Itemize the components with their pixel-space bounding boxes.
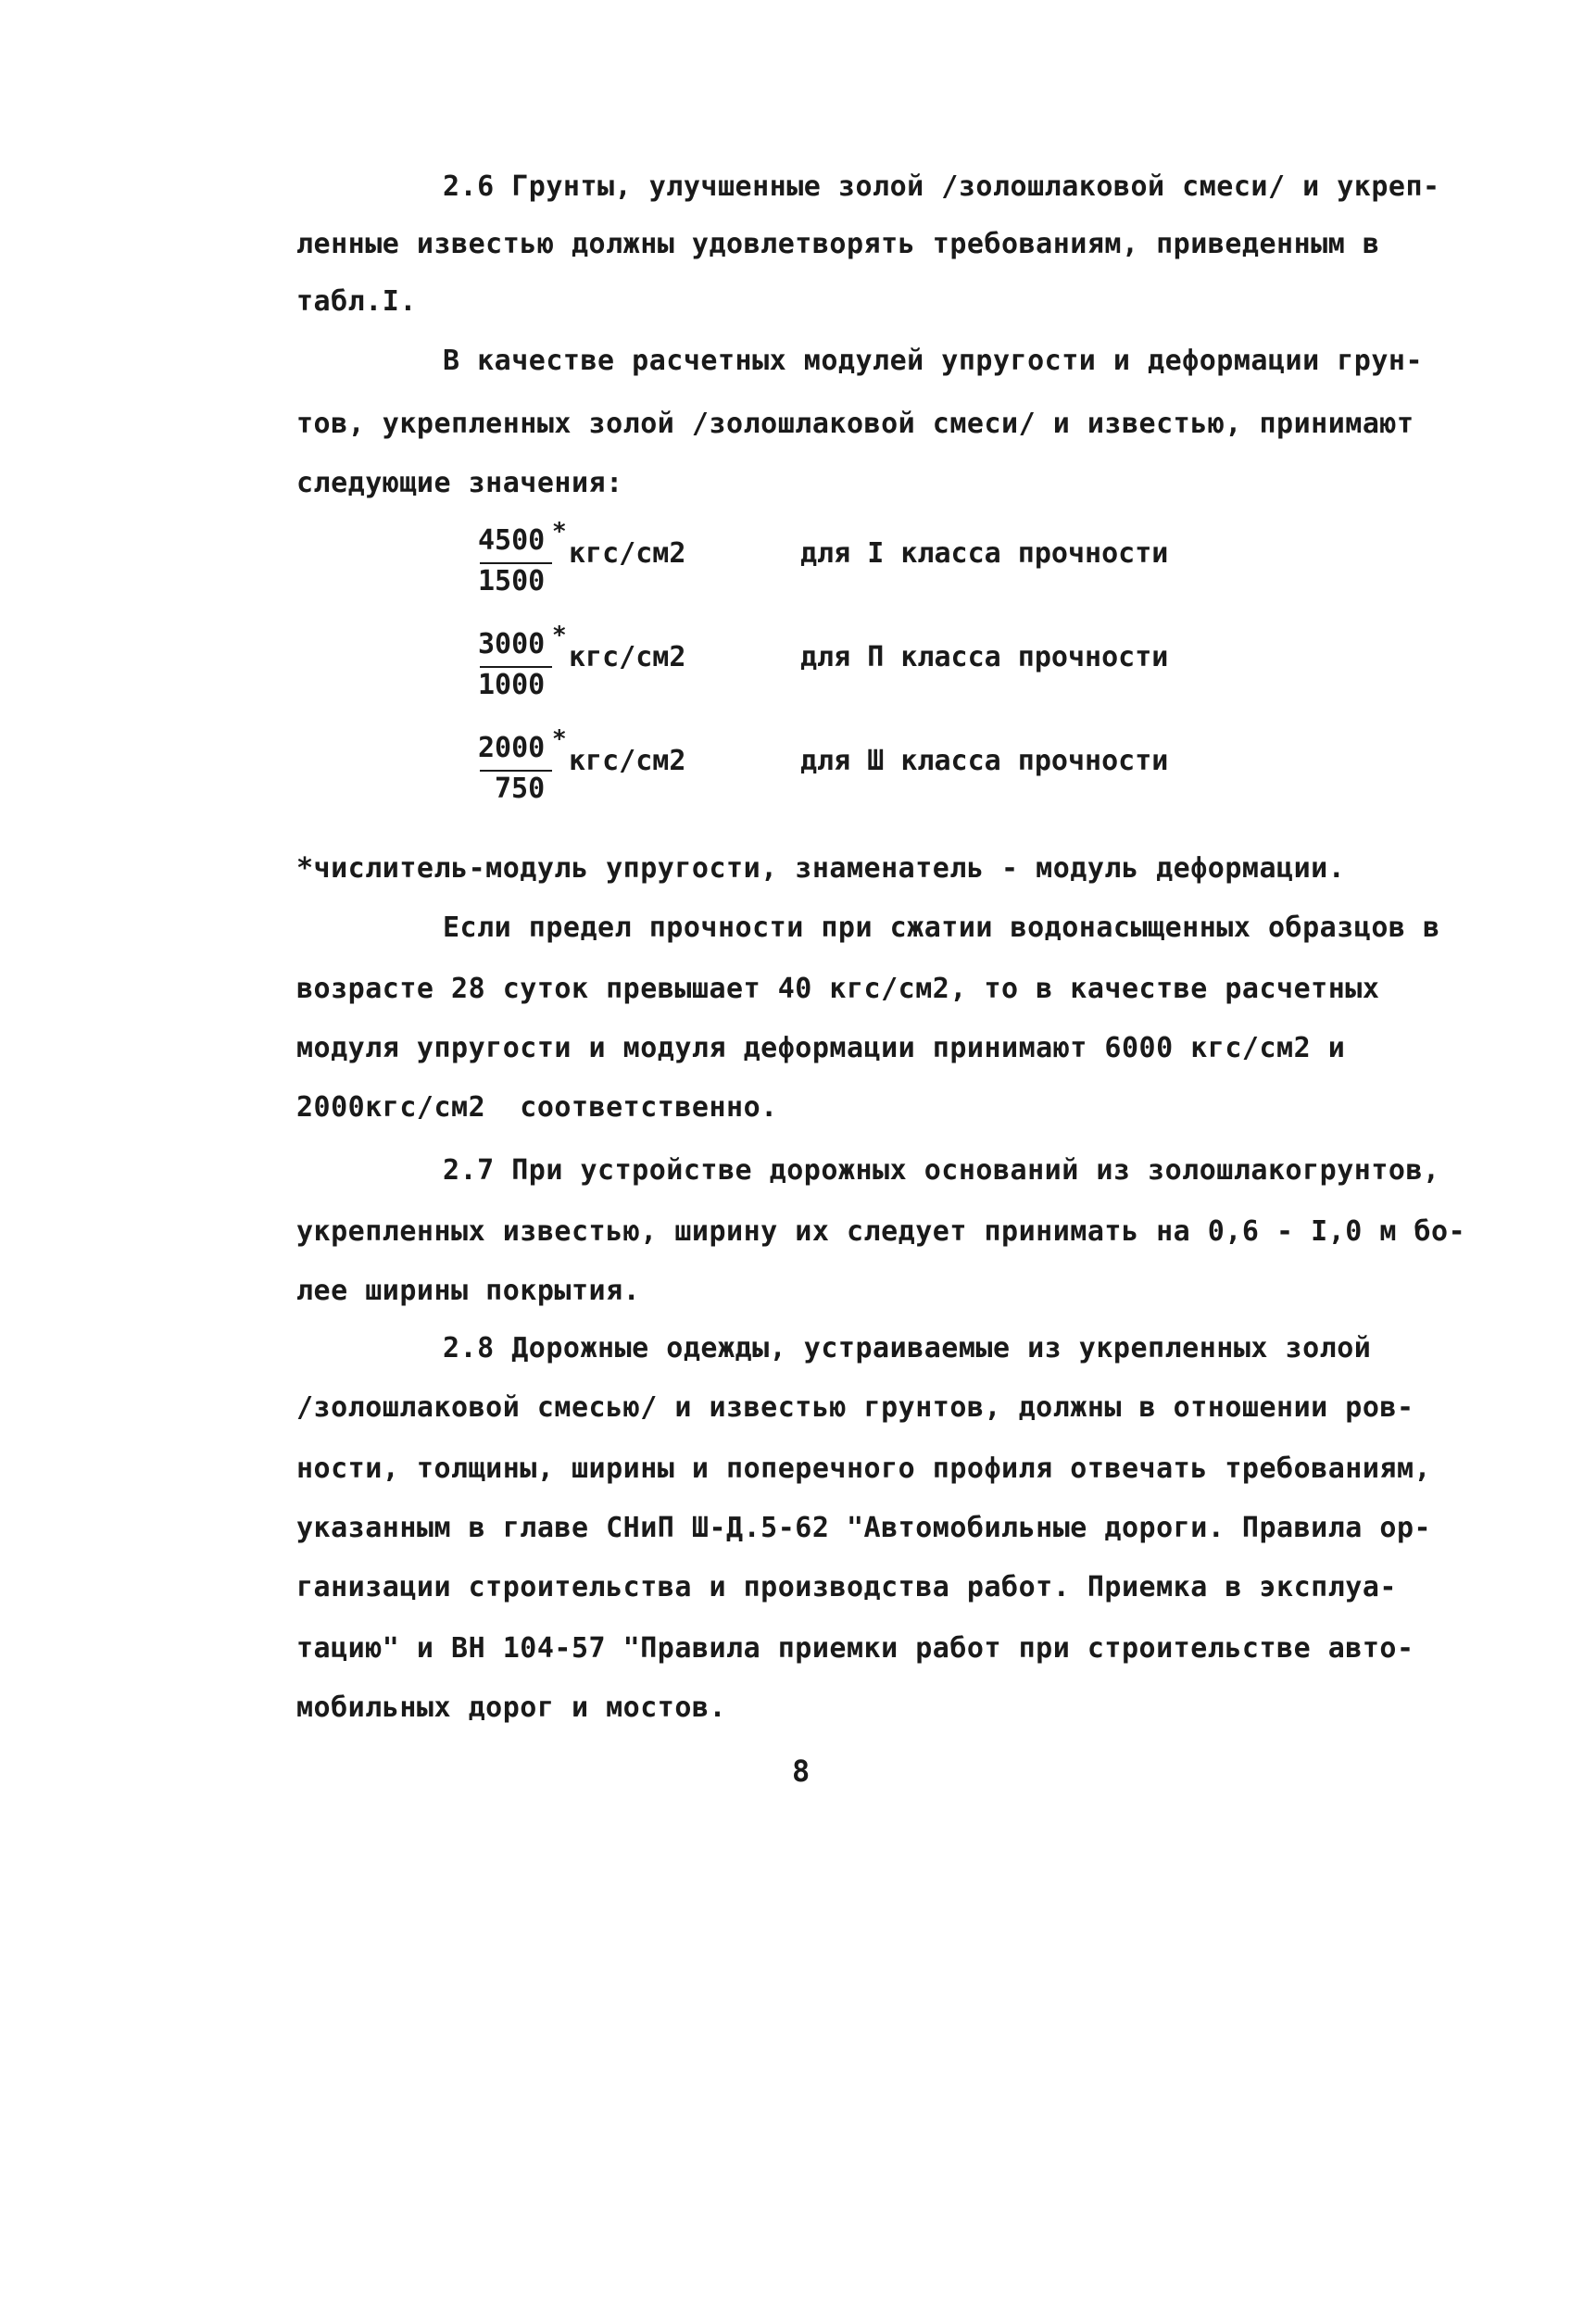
paragraph-2-6-line-1: 2.6 Грунты, улучшенные золой /золошлаковой смеси/ и укреп- bbox=[443, 170, 1440, 203]
strength-paragraph-line-2: возрасте 28 суток превышает 40 кгс/см2, то в качестве расчетных bbox=[296, 973, 1380, 1005]
module-numerator: 3000 bbox=[478, 628, 546, 660]
fraction-bar bbox=[480, 770, 552, 772]
paragraph-2-7-line-2: укрепленных известью, ширину их следует принимать на 0,6 - I,0 м бо- bbox=[296, 1215, 1466, 1248]
footnote-marker: * bbox=[552, 622, 567, 649]
paragraph-2-8-line-4: указанным в главе СНиП Ш-Д.5-62 "Автомобильные дороги. Правила ор- bbox=[296, 1512, 1432, 1544]
paragraph-2-6-line-3: табл.I. bbox=[296, 285, 417, 318]
module-unit: кгс/см2 bbox=[569, 641, 686, 673]
module-denominator: 1000 bbox=[478, 669, 546, 701]
paragraph-2-8-line-5: ганизации строительства и производства работ. Приемка в эксплуа- bbox=[296, 1571, 1397, 1603]
module-numerator: 4500 bbox=[478, 524, 546, 557]
module-numerator: 2000 bbox=[478, 732, 546, 764]
fraction-bar bbox=[480, 666, 552, 668]
module-class-label: для П класса прочности bbox=[800, 641, 1169, 673]
footnote: *числитель-модуль упругости, знаменатель - модуль деформации. bbox=[296, 852, 1346, 885]
module-unit: кгс/см2 bbox=[569, 745, 686, 777]
modules-intro-line-2: тов, укрепленных золой /золошлаковой смеси/ и известью, принимают bbox=[296, 408, 1414, 440]
module-denominator: 1500 bbox=[478, 565, 546, 597]
fraction-bar bbox=[480, 562, 552, 564]
paragraph-2-6-line-2: ленные известью должны удовлетворять требованиям, приведенным в bbox=[296, 228, 1380, 260]
footnote-marker: * bbox=[552, 518, 567, 546]
paragraph-2-8-line-7: мобильных дорог и мостов. bbox=[296, 1691, 727, 1724]
module-class-label: для Ш класса прочности bbox=[800, 745, 1169, 777]
module-unit: кгс/см2 bbox=[569, 537, 686, 570]
paragraph-2-8-line-1: 2.8 Дорожные одежды, устраиваемые из укрепленных золой bbox=[443, 1332, 1372, 1364]
paragraph-2-8-line-6: тацию" и ВН 104-57 "Правила приемки работ при строительстве авто- bbox=[296, 1632, 1414, 1665]
paragraph-2-7-line-1: 2.7 При устройстве дорожных оснований из золошлакогрунтов, bbox=[443, 1154, 1440, 1187]
strength-paragraph-line-4: 2000кгс/см2 соответственно. bbox=[296, 1091, 778, 1124]
module-denominator: 750 bbox=[495, 773, 546, 805]
modules-intro-line-3: следующие значения: bbox=[296, 467, 623, 499]
module-class-label: для I класса прочности bbox=[800, 537, 1169, 570]
footnote-marker: * bbox=[552, 725, 567, 753]
strength-paragraph-line-3: модуля упругости и модуля деформации принимают 6000 кгс/см2 и bbox=[296, 1032, 1346, 1064]
paragraph-2-8-line-2: /золошлаковой смесью/ и известью грунтов, должны в отношении ров- bbox=[296, 1391, 1414, 1424]
paragraph-2-7-line-3: лее ширины покрытия. bbox=[296, 1275, 641, 1307]
paragraph-2-8-line-3: ности, толщины, ширины и поперечного профиля отвечать требованиям, bbox=[296, 1452, 1432, 1485]
page-number: 8 bbox=[792, 1754, 811, 1789]
strength-paragraph-line-1: Если предел прочности при сжатии водонасыщенных образцов в bbox=[443, 912, 1440, 944]
modules-intro-line-1: В качестве расчетных модулей упругости и деформации грун- bbox=[443, 345, 1424, 377]
